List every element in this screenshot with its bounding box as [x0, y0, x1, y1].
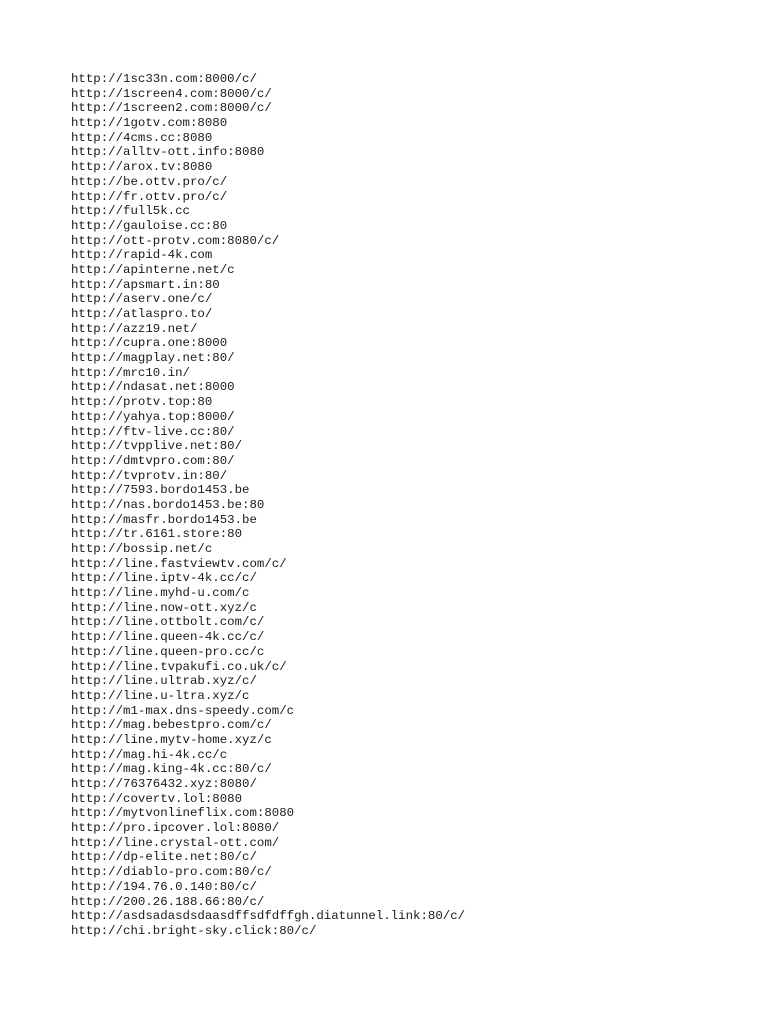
url-line: http://nas.bordo1453.be:80: [71, 497, 265, 512]
url-line: http://line.u-ltra.xyz/c: [71, 688, 250, 703]
url-line: http://chi.bright-sky.click:80/c/: [71, 923, 317, 938]
url-line: http://diablo-pro.com:80/c/: [71, 865, 272, 880]
url-line: http://aserv.one/c/: [71, 292, 213, 307]
url-line: http://magplay.net:80/: [71, 351, 235, 366]
url-line: http://1sc33n.com:8000/c/: [71, 72, 257, 86]
url-line: http://194.76.0.140:80/c/: [71, 879, 257, 894]
url-line: http://apsmart.in:80: [71, 277, 220, 292]
url-line: http://masfr.bordo1453.be: [71, 512, 257, 527]
url-line: http://asdsadasdsdaasdffsdfdffgh.diatunnel.link:80/c/: [71, 909, 466, 924]
url-line: http://gauloise.cc:80: [71, 218, 228, 233]
url-line: http://covertv.lol:8080: [71, 791, 243, 806]
url-line: http://1screen2.com:8000/c/: [71, 101, 272, 116]
url-line: http://pro.ipcover.lol:8080/: [71, 821, 280, 836]
url-line: http://full5k.cc: [71, 204, 190, 219]
url-line: http://dp-elite.net:80/c/: [71, 850, 257, 865]
url-line: http://line.mytv-home.xyz/c: [71, 732, 272, 747]
url-line: http://line.queen-4k.cc/c/: [71, 630, 265, 645]
url-line: http://line.now-ott.xyz/c: [71, 600, 257, 615]
url-line: http://4cms.cc:8080: [71, 130, 213, 145]
url-list: [71, 72, 465, 939]
url-line: http://alltv-ott.info:8080: [71, 145, 265, 160]
url-line: http://line.ottbolt.com/c/: [71, 615, 265, 630]
url-line: http://arox.tv:8080: [71, 160, 213, 175]
url-line: http://mytvonlineflix.com:8080: [71, 806, 295, 821]
url-line: http://7593.bordo1453.be: [71, 483, 250, 498]
url-line: http://dmtvpro.com:80/: [71, 453, 235, 468]
url-line: http://cupra.one:8000: [71, 336, 228, 351]
url-line: http://1gotv.com:8080: [71, 116, 228, 131]
url-line: http://apinterne.net/c: [71, 262, 235, 277]
url-line: http://1screen4.com:8000/c/: [71, 86, 272, 101]
url-line: http://ndasat.net:8000: [71, 380, 235, 395]
url-line: http://be.ottv.pro/c/: [71, 174, 228, 189]
url-line: http://mag.king-4k.cc:80/c/: [71, 762, 272, 777]
url-line: http://azz19.net/: [71, 321, 198, 336]
url-line: http://ftv-live.cc:80/: [71, 424, 235, 439]
url-line: http://tvprotv.in:80/: [71, 468, 228, 483]
url-line: http://line.fastviewtv.com/c/: [71, 556, 287, 571]
url-line: http://bossip.net/c: [71, 542, 213, 556]
url-line: http://atlaspro.to/: [71, 307, 213, 321]
url-line: http://mag.hi-4k.cc/c: [71, 747, 228, 762]
url-line: http://line.ultrab.xyz/c/: [71, 674, 257, 689]
url-line: http://ott-protv.com:8080/c/: [71, 233, 280, 248]
url-line: http://mag.bebestpro.com/c/: [71, 718, 272, 733]
url-line: http://yahya.top:8000/: [71, 409, 235, 424]
url-line: http://line.queen-pro.cc/c: [71, 644, 265, 659]
url-line: http://fr.ottv.pro/c/: [71, 189, 228, 204]
url-line: http://200.26.188.66:80/c/: [71, 894, 265, 909]
url-line: http://m1-max.dns-speedy.com/c: [71, 703, 295, 718]
url-line: http://tr.6161.store:80: [71, 527, 243, 542]
url-line: http://line.tvpakufi.co.uk/c/: [71, 659, 287, 674]
url-line: http://line.crystal-ott.com/: [71, 835, 280, 850]
url-line: http://rapid-4k.com: [71, 248, 213, 263]
url-line: http://protv.top:80: [71, 395, 213, 410]
url-line: http://line.myhd-u.com/c: [71, 586, 250, 601]
url-line: http://mrc10.in/: [71, 365, 190, 380]
url-line: http://tvpplive.net:80/: [71, 439, 243, 454]
url-line: http://line.iptv-4k.cc/c/: [71, 571, 257, 586]
url-line: http://76376432.xyz:8080/: [71, 777, 257, 791]
